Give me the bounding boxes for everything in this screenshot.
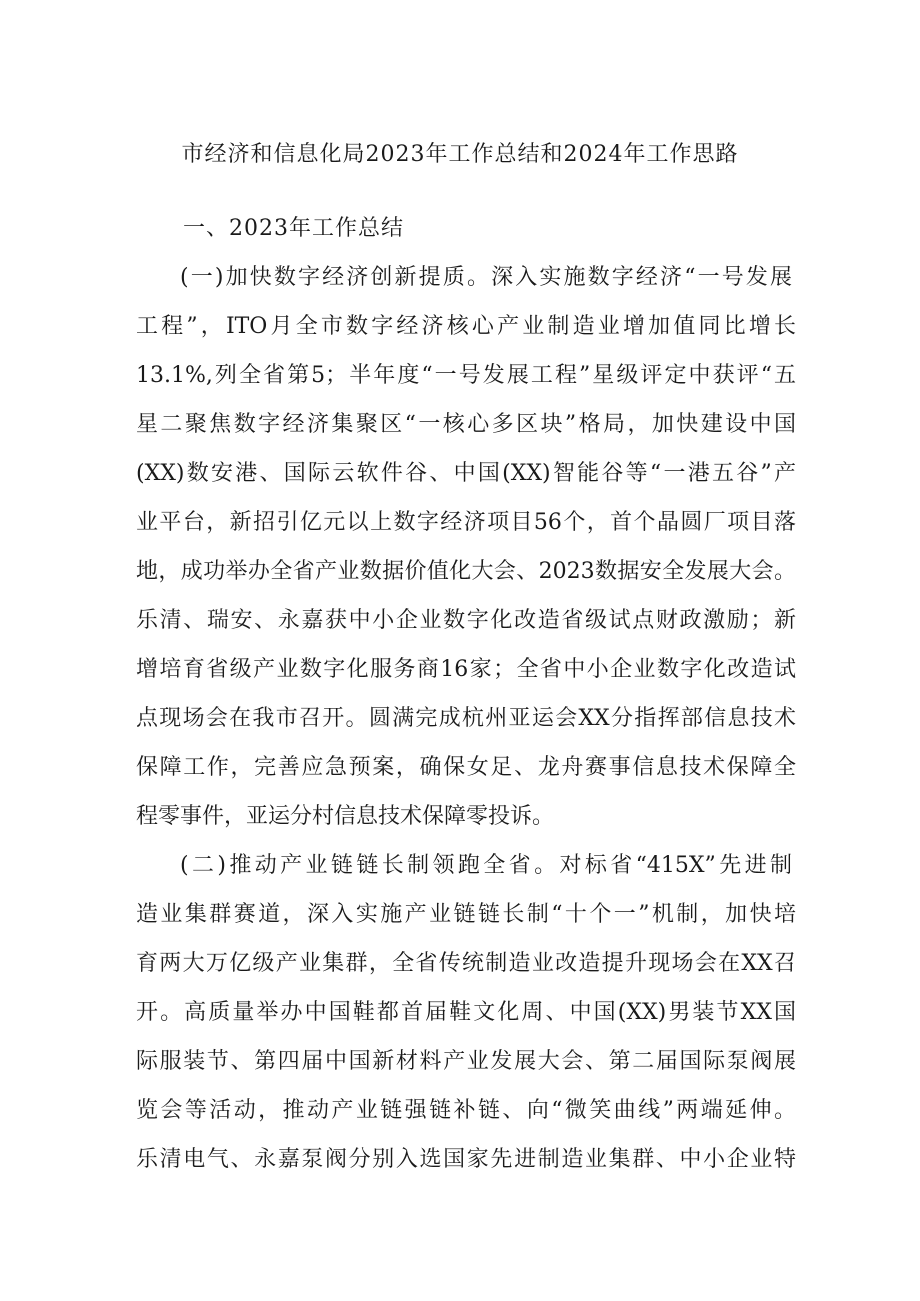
paragraph-line: 业平台，新招引亿元以上数字经济项目56个，首个晶圆厂项目落 [136, 510, 796, 535]
paragraph-line: (XX)数安港、国际云软件谷、中国(XX)智能谷等“一港五谷”产 [136, 461, 796, 486]
paragraph-line: 育两大万亿级产业集群，全省传统制造业改造提升现场会在XX召 [136, 951, 796, 976]
paragraph-line: 乐清电气、永嘉泵阀分别入选国家先进制造业集群、中小企业特 [136, 1147, 796, 1172]
paragraph-line: 开。高质量举办中国鞋都首届鞋文化周、中国(XX)男装节XX国 [136, 1000, 796, 1025]
section-heading: 一、2023年工作总结 [183, 216, 404, 241]
paragraph-line: 保障工作，完善应急预案，确保女足、龙舟赛事信息技术保障全 [136, 755, 796, 780]
paragraph-line: 工程”，ITO月全市数字经济核心产业制造业增加值同比增长 [136, 314, 796, 339]
paragraph-line: 地，成功举办全省产业数据价值化大会、2023数据安全发展大会。 [136, 559, 796, 584]
paragraph-line: 乐清、瑞安、永嘉获中小企业数字化改造省级试点财政激励；新 [136, 608, 796, 633]
paragraph-line: 13.1%,列全省第5；半年度“一号发展工程”星级评定中获评“五 [136, 363, 796, 388]
paragraph-line: 际服装节、第四届中国新材料产业发展大会、第二届国际泵阀展 [136, 1049, 796, 1074]
document-title: 市经济和信息化局2023年工作总结和2024年工作思路 [181, 142, 739, 167]
paragraph-line: 造业集群赛道，深入实施产业链链长制“十个一”机制，加快培 [136, 902, 796, 927]
paragraph-line: 点现场会在我市召开。圆满完成杭州亚运会XX分指挥部信息技术 [136, 706, 796, 731]
paragraph-line: 览会等活动，推动产业链强链补链、向“微笑曲线”两端延伸。 [136, 1098, 796, 1123]
paragraph-line: (二)推动产业链链长制领跑全省。对标省“415X”先进制 [180, 853, 792, 878]
paragraph-line: 程零事件，亚运分村信息技术保障零投诉。 [136, 804, 555, 829]
paragraph-line: (一)加快数字经济创新提质。深入实施数字经济“一号发展 [180, 265, 792, 290]
paragraph-line: 增培育省级产业数字化服务商16家；全省中小企业数字化改造试 [136, 657, 796, 682]
paragraph-line: 星二聚焦数字经济集聚区“一核心多区块”格局，加快建设中国 [136, 412, 796, 437]
